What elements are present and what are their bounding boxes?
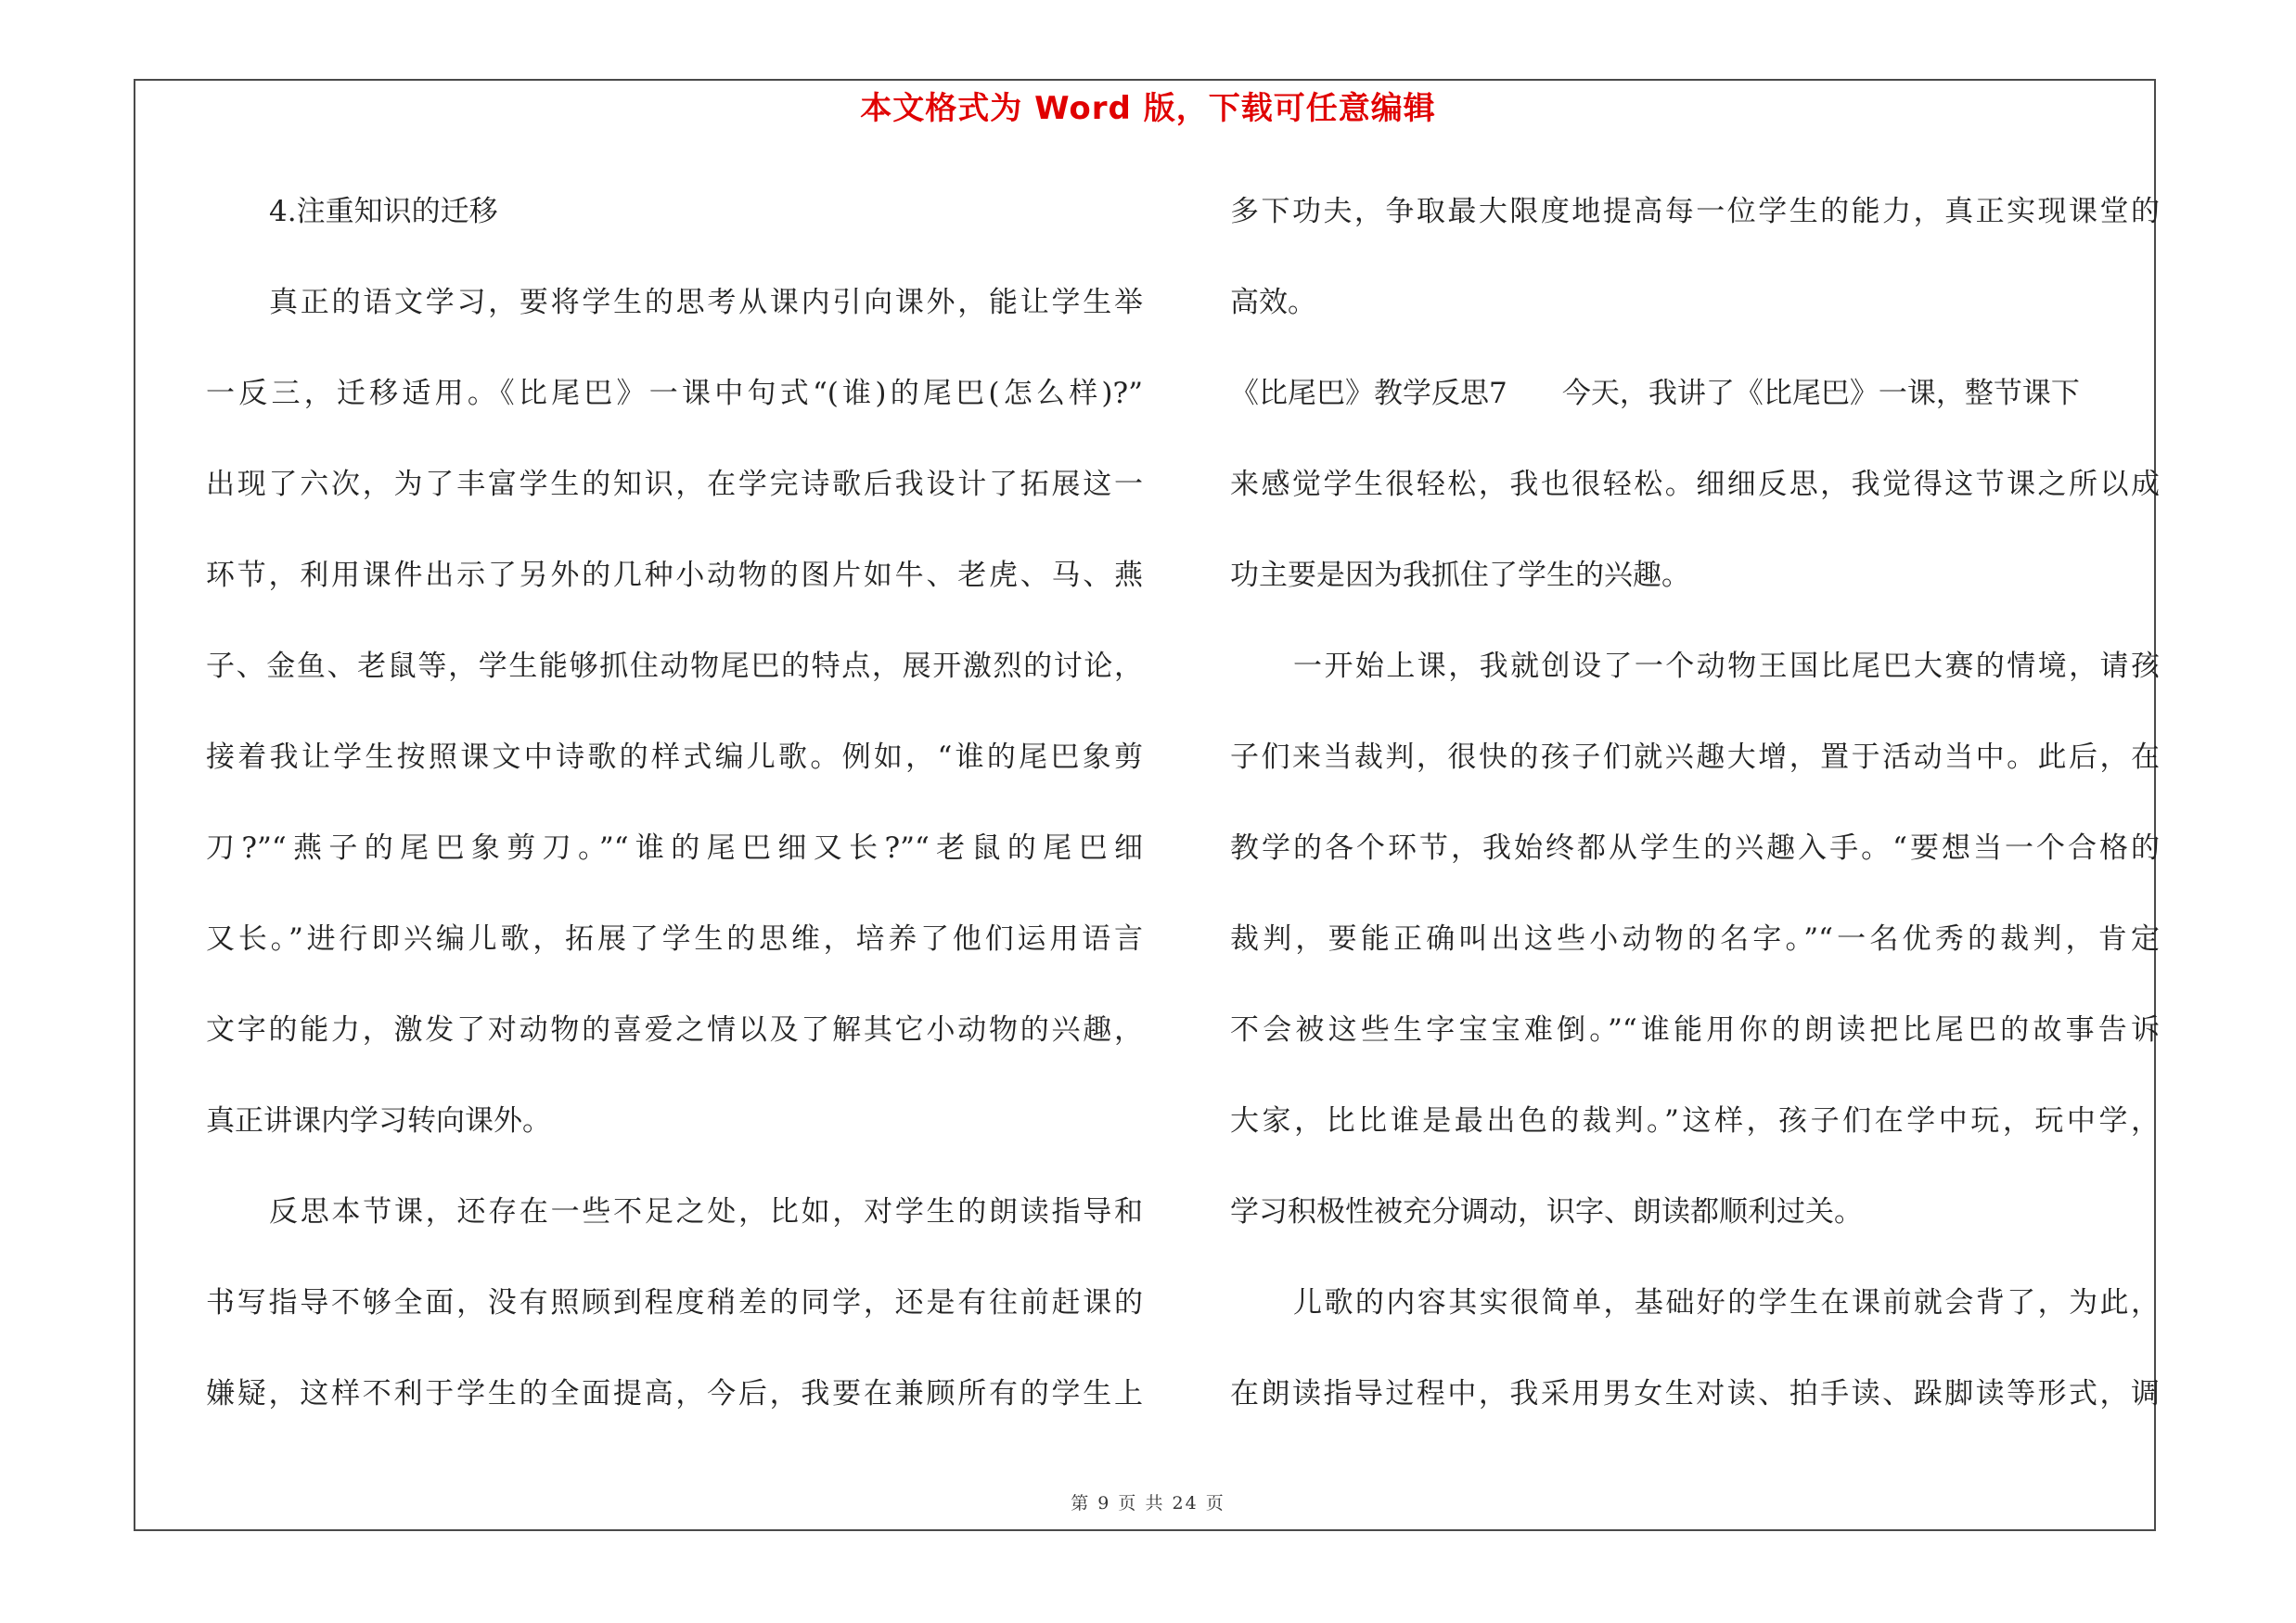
text-line: 高效。 — [1230, 286, 1316, 319]
text-line: 子们来当裁判，很快的孩子们就兴趣大增，置于活动当中。此后，在 — [1230, 741, 2160, 774]
text-line: 子、金鱼、老鼠等，学生能够抓住动物尾巴的特点，展开激烈的讨论， — [206, 650, 1143, 683]
text-line: 儿歌的内容其实很简单，基础好的学生在课前就会背了，为此， — [1293, 1286, 2160, 1320]
text-line: 学习积极性被充分调动，识字、朗读都顺利过关。 — [1230, 1195, 1863, 1229]
text-line: 不会被这些生字宝宝难倒。”“谁能用你的朗读把比尾巴的故事告诉 — [1230, 1013, 2160, 1047]
text-line: 出现了六次，为了丰富学生的知识，在学完诗歌后我设计了拓展这一 — [206, 468, 1143, 501]
text-line: 功主要是因为我抓住了学生的兴趣。 — [1230, 559, 1690, 592]
text-line: 一开始上课，我就创设了一个动物王国比尾巴大赛的情境，请孩 — [1293, 650, 2160, 683]
text-line: 又长。”进行即兴编儿歌，拓展了学生的思维，培养了他们运用语言 — [206, 922, 1143, 956]
text-line: 真正的语文学习，要将学生的思考从课内引向课外，能让学生举 — [269, 286, 1143, 319]
text-line: 环节，利用课件出示了另外的几种小动物的图片如牛、老虎、马、燕 — [206, 559, 1143, 592]
banner-title: 本文格式为 Word 版，下载可任意编辑 — [860, 90, 1436, 127]
text-line: 多下功夫，争取最大限度地提高每一位学生的能力，真正实现课堂的 — [1230, 195, 2160, 228]
text-line: 教学的各个环节，我始终都从学生的兴趣入手。“要想当一个合格的 — [1230, 831, 2160, 865]
text-line: 嫌疑，这样不利于学生的全面提高，今后，我要在兼顾所有的学生上 — [206, 1377, 1143, 1410]
right-column — [1230, 184, 2160, 1457]
text-line: 一反三，迁移适用。《比尾巴》一课中句式“(谁)的尾巴(怎么样)?” — [206, 377, 1143, 410]
text-line: 裁判，要能正确叫出这些小动物的名字。”“一名优秀的裁判，肯定 — [1230, 922, 2160, 956]
text-line: 文字的能力，激发了对动物的喜爱之情以及了解其它小动物的兴趣， — [206, 1013, 1143, 1047]
text-line: 反思本节课，还存在一些不足之处，比如，对学生的朗读指导和 — [269, 1195, 1143, 1229]
text-line: 来感觉学生很轻松，我也很轻松。细细反思，我觉得这节课之所以成 — [1230, 468, 2160, 501]
text-line: 接着我让学生按照课文中诗歌的样式编儿歌。例如，“谁的尾巴象剪 — [206, 741, 1143, 774]
text-line: 《比尾巴》教学反思7 今天，我讲了《比尾巴》一课，整节课下 — [1230, 377, 2080, 410]
page-number: 第 9 页 共 24 页 — [1071, 1493, 1225, 1514]
text-line: 刀?”“燕子的尾巴象剪刀。”“谁的尾巴细又长?”“老鼠的尾巴细 — [206, 831, 1143, 865]
text-line: 书写指导不够全面，没有照顾到程度稍差的同学，还是有往前赶课的 — [206, 1286, 1143, 1320]
text-line: 4.注重知识的迁移 — [269, 195, 498, 228]
text-line: 大家，比比谁是最出色的裁判。”这样，孩子们在学中玩，玩中学， — [1230, 1104, 2160, 1138]
text-line: 真正讲课内学习转向课外。 — [206, 1104, 551, 1138]
text-line: 在朗读指导过程中，我采用男女生对读、拍手读、跺脚读等形式，调 — [1230, 1377, 2160, 1410]
left-column — [206, 184, 1143, 1457]
